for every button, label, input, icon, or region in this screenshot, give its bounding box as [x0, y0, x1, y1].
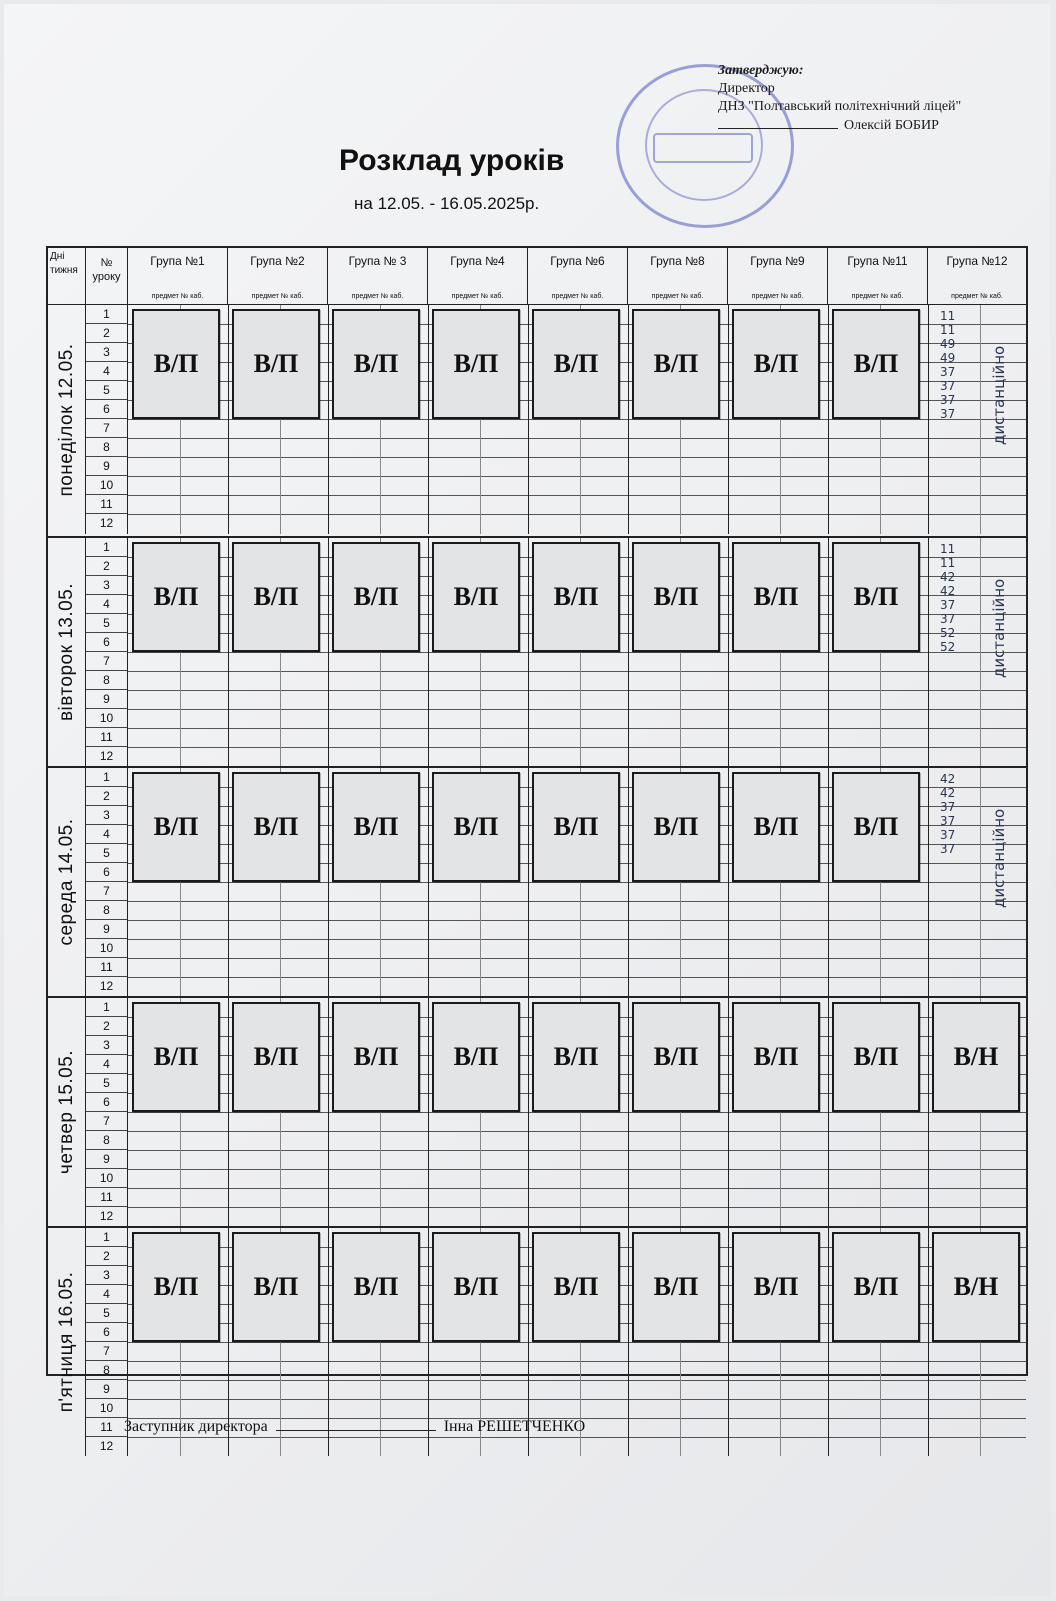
- header-group: [528, 248, 628, 304]
- schedule-cell-box: В/П: [432, 309, 520, 419]
- schedule-cell-box: В/П: [632, 772, 720, 882]
- row-divider: [128, 457, 1026, 458]
- schedule-cell-box: В/П: [332, 772, 420, 882]
- group-divider: [628, 305, 629, 534]
- lesson-number: 6: [86, 633, 127, 652]
- lesson-number: 1: [86, 305, 127, 324]
- row-divider: [128, 1169, 1026, 1170]
- row-divider: [128, 1437, 1026, 1438]
- lesson-number: 9: [86, 920, 127, 939]
- group-divider: [428, 768, 429, 996]
- lesson-number: 5: [86, 844, 127, 863]
- lesson-number: 7: [86, 1112, 127, 1131]
- day-label: [48, 998, 86, 1226]
- row-divider: [128, 977, 1026, 978]
- lesson-number: 12: [99, 1439, 114, 1453]
- header-group: [228, 248, 328, 304]
- group-subheader: предмет № каб.: [651, 293, 704, 300]
- schedule-cell-box: В/П: [132, 309, 220, 419]
- schedule-cell-box: В/П: [132, 772, 220, 882]
- lesson-number: 11: [86, 958, 127, 977]
- group-name: Група №8: [650, 254, 705, 268]
- footer-signature: [124, 1418, 585, 1436]
- row-divider: [128, 1150, 1026, 1151]
- lesson-number: 7: [86, 652, 127, 671]
- deputy-signature: [276, 1418, 436, 1431]
- group-divider: [928, 1228, 929, 1456]
- group-subheader: предмет № каб.: [351, 293, 404, 300]
- group-divider: [428, 998, 429, 1226]
- group-divider: [328, 305, 329, 534]
- day-label: [48, 305, 86, 534]
- schedule-cell-box: В/П: [332, 542, 420, 652]
- header-lesson-number: № уроку: [86, 248, 128, 304]
- lesson-number: 11: [86, 495, 127, 514]
- schedule-cell-box: В/П: [232, 1002, 320, 1112]
- group-name: Група №2: [250, 254, 305, 268]
- schedule-cell-box: В/П: [532, 1002, 620, 1112]
- schedule-cell-box: В/П: [232, 772, 320, 882]
- group-divider: [628, 538, 629, 766]
- group-subheader: предмет № каб.: [551, 293, 604, 300]
- group-divider: [528, 768, 529, 996]
- schedule-cell-box: В/П: [432, 772, 520, 882]
- group-subheader: предмет № каб.: [251, 293, 304, 300]
- lesson-number: 5: [86, 1074, 127, 1093]
- header-group: [328, 248, 428, 304]
- schedule-cell-box: В/П: [732, 772, 820, 882]
- group-divider: [328, 538, 329, 766]
- lesson-number: 8: [86, 1131, 127, 1150]
- schedule-cell-box: В/П: [632, 1232, 720, 1342]
- group-divider: [628, 998, 629, 1226]
- schedule-cell-box: В/П: [832, 542, 920, 652]
- group-name: Група №12: [946, 254, 1008, 268]
- group-divider: [528, 538, 529, 766]
- schedule-cell-box: В/П: [332, 309, 420, 419]
- header-group: [728, 248, 828, 304]
- schedule-cell-box: В/П: [832, 309, 920, 419]
- lesson-number: 5: [86, 614, 127, 633]
- row-divider: [128, 709, 1026, 710]
- group-divider: [928, 998, 929, 1226]
- header-days: Дні тижня: [48, 248, 86, 304]
- lesson-number: 12: [99, 979, 114, 993]
- document-sheet: [4, 4, 1050, 1596]
- header-group: [928, 248, 1026, 304]
- row-divider: [128, 1342, 1026, 1343]
- schedule-cell-box: В/П: [832, 1232, 920, 1342]
- lesson-number: 2: [86, 557, 127, 576]
- lesson-number-column: [86, 538, 128, 766]
- schedule-cell-box: В/Н: [932, 1232, 1020, 1342]
- lesson-number: 11: [86, 728, 127, 747]
- subject-room-divider: [980, 305, 981, 534]
- group-divider: [528, 305, 529, 534]
- lesson-number: 8: [86, 671, 127, 690]
- schedule-cell-box: В/П: [532, 772, 620, 882]
- lesson-number: 1: [86, 1228, 127, 1247]
- group-divider: [828, 538, 829, 766]
- row-divider: [128, 901, 1026, 902]
- schedule-cell-box: В/П: [632, 1002, 720, 1112]
- page-subtitle: на 12.05. - 16.05.2025р.: [354, 194, 540, 213]
- day-label-text: четвер 15.05.: [55, 1049, 77, 1175]
- schedule-cell-box: В/П: [832, 772, 920, 882]
- subject-room-divider: [980, 768, 981, 996]
- handwritten-rooms: 42 42 37 37 37 37: [940, 772, 956, 856]
- lesson-number: 9: [86, 690, 127, 709]
- row-divider: [128, 1131, 1026, 1132]
- schedule-cell-box: В/П: [732, 542, 820, 652]
- lesson-number: 5: [86, 1304, 127, 1323]
- group-name: Група №6: [550, 254, 605, 268]
- group-divider: [628, 768, 629, 996]
- group-divider: [728, 768, 729, 996]
- group-divider: [728, 305, 729, 534]
- lesson-number-column: [86, 768, 128, 996]
- group-divider: [828, 1228, 829, 1456]
- handwritten-rooms: 11 11 49 49 37 37 37 37: [940, 309, 956, 421]
- footer-position: Заступник директора: [124, 1418, 268, 1435]
- group-divider: [828, 998, 829, 1226]
- group-divider: [728, 1228, 729, 1456]
- lesson-number: 9: [86, 1150, 127, 1169]
- row-divider: [128, 514, 1026, 515]
- row-divider: [128, 747, 1026, 748]
- schedule-cell-box: В/П: [732, 1232, 820, 1342]
- group-subheader: предмет № каб.: [151, 293, 204, 300]
- schedule-cell-box: В/П: [732, 1002, 820, 1112]
- schedule-cell-box: В/П: [532, 1232, 620, 1342]
- day-label: [48, 538, 86, 766]
- group-divider: [228, 305, 229, 534]
- lesson-number: 8: [86, 901, 127, 920]
- lesson-number: 6: [86, 1323, 127, 1342]
- lesson-number: 10: [86, 476, 127, 495]
- day-block: [48, 996, 1026, 1226]
- approval-name: Олексій БОБИР: [844, 118, 939, 133]
- lesson-number: 9: [86, 1380, 127, 1399]
- lesson-number: 12: [99, 1209, 114, 1223]
- header-group: [428, 248, 528, 304]
- approval-block: [718, 62, 961, 135]
- schedule-cell-box: В/П: [532, 542, 620, 652]
- schedule-cell-box: В/П: [332, 1002, 420, 1112]
- lesson-number: 1: [86, 538, 127, 557]
- lesson-number: 7: [86, 882, 127, 901]
- lesson-number: 11: [86, 1418, 127, 1437]
- lesson-number: 3: [86, 1266, 127, 1285]
- page-title: Розклад уроків: [339, 144, 565, 177]
- row-divider: [128, 652, 1026, 653]
- lesson-number: 10: [86, 1169, 127, 1188]
- lesson-number: 10: [86, 709, 127, 728]
- row-divider: [128, 958, 1026, 959]
- day-label: [48, 1228, 86, 1456]
- approval-position: Директор: [718, 81, 775, 96]
- lesson-number: 4: [86, 1285, 127, 1304]
- lesson-number: 3: [86, 1036, 127, 1055]
- group-subheader: предмет № каб.: [851, 293, 904, 300]
- row-divider: [128, 438, 1026, 439]
- day-label-text: п'ятниця 16.05.: [55, 1271, 77, 1413]
- group-divider: [928, 305, 929, 534]
- day-block: [48, 304, 1026, 534]
- lesson-number-column: [86, 1228, 128, 1456]
- group-divider: [928, 538, 929, 766]
- row-divider: [128, 1380, 1026, 1381]
- row-divider: [128, 1399, 1026, 1400]
- row-divider: [128, 419, 1026, 420]
- schedule-cell-box: В/П: [132, 1232, 220, 1342]
- schedule-cell-box: В/Н: [932, 1002, 1020, 1112]
- group-name: Група №9: [750, 254, 805, 268]
- row-divider: [128, 1112, 1026, 1113]
- lesson-number: 4: [86, 1055, 127, 1074]
- day-label: [48, 768, 86, 996]
- lesson-number: 12: [99, 516, 114, 530]
- handwritten-rooms: 11 11 42 42 37 37 52 52: [940, 542, 956, 654]
- schedule-cell-box: В/П: [132, 542, 220, 652]
- group-divider: [528, 998, 529, 1226]
- lesson-number: 2: [86, 1247, 127, 1266]
- lesson-number: 1: [86, 998, 127, 1017]
- day-block: [48, 766, 1026, 996]
- day-label-text: понеділок 12.05.: [55, 342, 77, 497]
- lesson-number: 7: [86, 419, 127, 438]
- group-divider: [628, 1228, 629, 1456]
- schedule-cell-box: В/П: [432, 1232, 520, 1342]
- lesson-number: 9: [86, 457, 127, 476]
- schedule-cell-box: В/П: [132, 1002, 220, 1112]
- group-subheader: предмет № каб.: [751, 293, 804, 300]
- header-group: [128, 248, 228, 304]
- schedule-cell-box: В/П: [632, 309, 720, 419]
- group-subheader: предмет № каб.: [951, 293, 1003, 300]
- row-divider: [128, 728, 1026, 729]
- group-divider: [228, 538, 229, 766]
- row-divider: [128, 671, 1026, 672]
- row-divider: [128, 920, 1026, 921]
- row-divider: [128, 495, 1026, 496]
- row-divider: [128, 690, 1026, 691]
- group-name: Група №11: [847, 254, 908, 268]
- group-divider: [728, 538, 729, 766]
- lesson-number: 1: [86, 768, 127, 787]
- group-name: Група №4: [450, 254, 505, 268]
- schedule-cell-box: В/П: [432, 542, 520, 652]
- group-divider: [828, 768, 829, 996]
- lesson-number-column: [86, 998, 128, 1226]
- lesson-number: 6: [86, 1093, 127, 1112]
- group-divider: [728, 998, 729, 1226]
- header-group: [828, 248, 928, 304]
- group-divider: [228, 768, 229, 996]
- row-divider: [128, 1207, 1026, 1208]
- schedule-cell-box: В/П: [832, 1002, 920, 1112]
- row-divider: [128, 1361, 1026, 1362]
- lesson-number: 11: [86, 1188, 127, 1207]
- lesson-number: 12: [99, 749, 114, 763]
- row-divider: [128, 882, 1026, 883]
- row-divider: [128, 939, 1026, 940]
- schedule-cell-box: В/П: [632, 542, 720, 652]
- day-label-text: вівторок 13.05.: [55, 582, 77, 722]
- group-divider: [228, 998, 229, 1226]
- group-name: Група № 3: [348, 254, 407, 268]
- director-signature: [718, 116, 838, 129]
- group-divider: [328, 998, 329, 1226]
- schedule-cell-box: В/П: [532, 309, 620, 419]
- schedule-cell-box: В/П: [232, 1232, 320, 1342]
- row-divider: [128, 1188, 1026, 1189]
- header-group: [628, 248, 728, 304]
- lesson-number-column: [86, 305, 128, 534]
- group-divider: [428, 538, 429, 766]
- schedule-cell-box: В/П: [232, 542, 320, 652]
- lesson-number: 3: [86, 806, 127, 825]
- approval-title: Затверджую:: [718, 63, 804, 78]
- lesson-number: 6: [86, 400, 127, 419]
- schedule-cell-box: В/П: [232, 309, 320, 419]
- lesson-number: 4: [86, 825, 127, 844]
- approval-org: ДНЗ "Полтавський політехнічний ліцей": [718, 99, 962, 114]
- handwritten-note: дистанційно: [990, 578, 1008, 678]
- lesson-number: 4: [86, 595, 127, 614]
- lesson-number: 2: [86, 324, 127, 343]
- group-name: Група №1: [150, 254, 205, 268]
- lesson-number: 10: [86, 1399, 127, 1418]
- day-label-text: середа 14.05.: [55, 818, 77, 946]
- row-divider: [128, 476, 1026, 477]
- lesson-number: 2: [86, 787, 127, 806]
- subject-room-divider: [980, 538, 981, 766]
- footer-name: Інна РЕШЕТЧЕНКО: [443, 1418, 586, 1435]
- group-subheader: предмет № каб.: [451, 293, 504, 300]
- schedule-cell-box: В/П: [732, 309, 820, 419]
- lesson-number: 4: [86, 362, 127, 381]
- group-divider: [828, 305, 829, 534]
- lesson-number: 8: [86, 438, 127, 457]
- lesson-number: 10: [86, 939, 127, 958]
- lesson-number: 6: [86, 863, 127, 882]
- lesson-number: 3: [86, 576, 127, 595]
- lesson-number: 2: [86, 1017, 127, 1036]
- lesson-number: 5: [86, 381, 127, 400]
- day-block: [48, 536, 1026, 766]
- handwritten-note: дистанційно: [990, 345, 1008, 445]
- seal-center-box: [653, 133, 753, 163]
- group-divider: [428, 305, 429, 534]
- lesson-number: 8: [86, 1361, 127, 1380]
- handwritten-note: дистанційно: [990, 808, 1008, 908]
- lesson-number: 3: [86, 343, 127, 362]
- group-divider: [328, 768, 329, 996]
- schedule-cell-box: В/П: [332, 1232, 420, 1342]
- schedule-cell-box: В/П: [432, 1002, 520, 1112]
- lesson-number: 7: [86, 1342, 127, 1361]
- group-divider: [928, 768, 929, 996]
